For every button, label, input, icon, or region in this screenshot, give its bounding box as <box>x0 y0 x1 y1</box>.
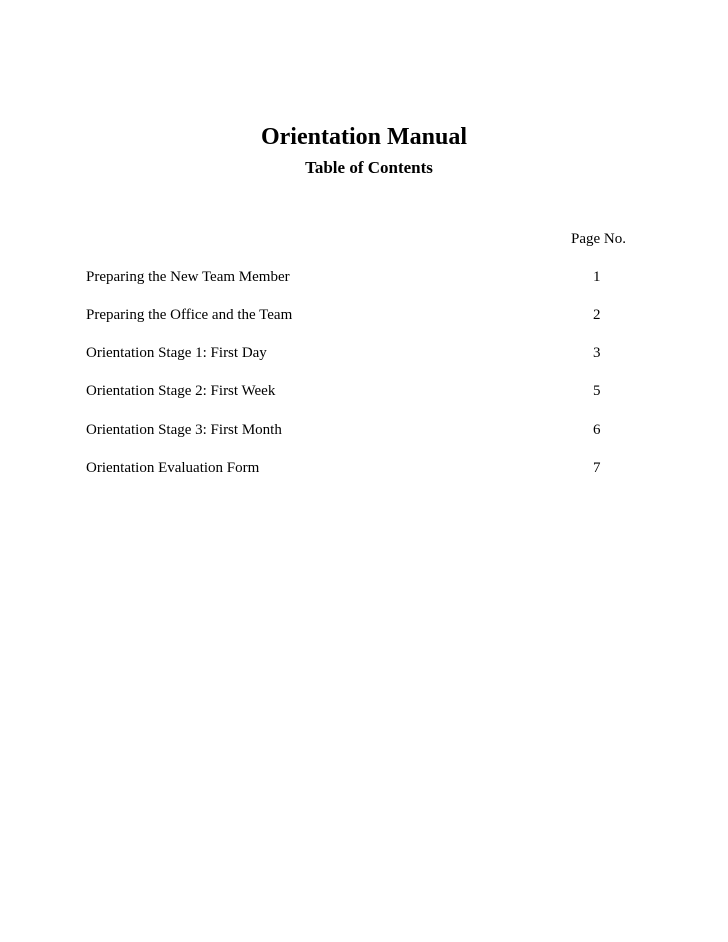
toc-entry-page: 7 <box>593 460 601 476</box>
toc-entry-page: 2 <box>593 307 601 323</box>
toc-entry <box>86 458 646 478</box>
toc-entry-label: Orientation Stage 2: First Week <box>86 383 276 399</box>
toc-entry <box>86 381 646 401</box>
toc-entry <box>86 267 646 287</box>
toc-entry-page: 6 <box>593 422 601 438</box>
toc-entry-label: Preparing the New Team Member <box>86 269 290 285</box>
toc-entry <box>86 305 646 325</box>
toc-entry-label: Orientation Evaluation Form <box>86 460 260 476</box>
page-number-column-header: Page No. <box>571 231 626 247</box>
toc-entry-page: 1 <box>593 269 601 285</box>
toc-entry-label: Orientation Stage 1: First Day <box>86 345 267 361</box>
document-title: Orientation Manual <box>260 124 467 150</box>
toc-entry <box>86 420 646 440</box>
toc-entry-page: 5 <box>593 383 601 399</box>
toc-entry-page: 3 <box>593 345 601 361</box>
toc-entry-label: Preparing the Office and the Team <box>86 307 293 323</box>
toc-entry-label: Orientation Stage 3: First Month <box>86 422 282 438</box>
document-subtitle: Table of Contents <box>305 158 433 177</box>
toc-entry <box>86 343 646 363</box>
